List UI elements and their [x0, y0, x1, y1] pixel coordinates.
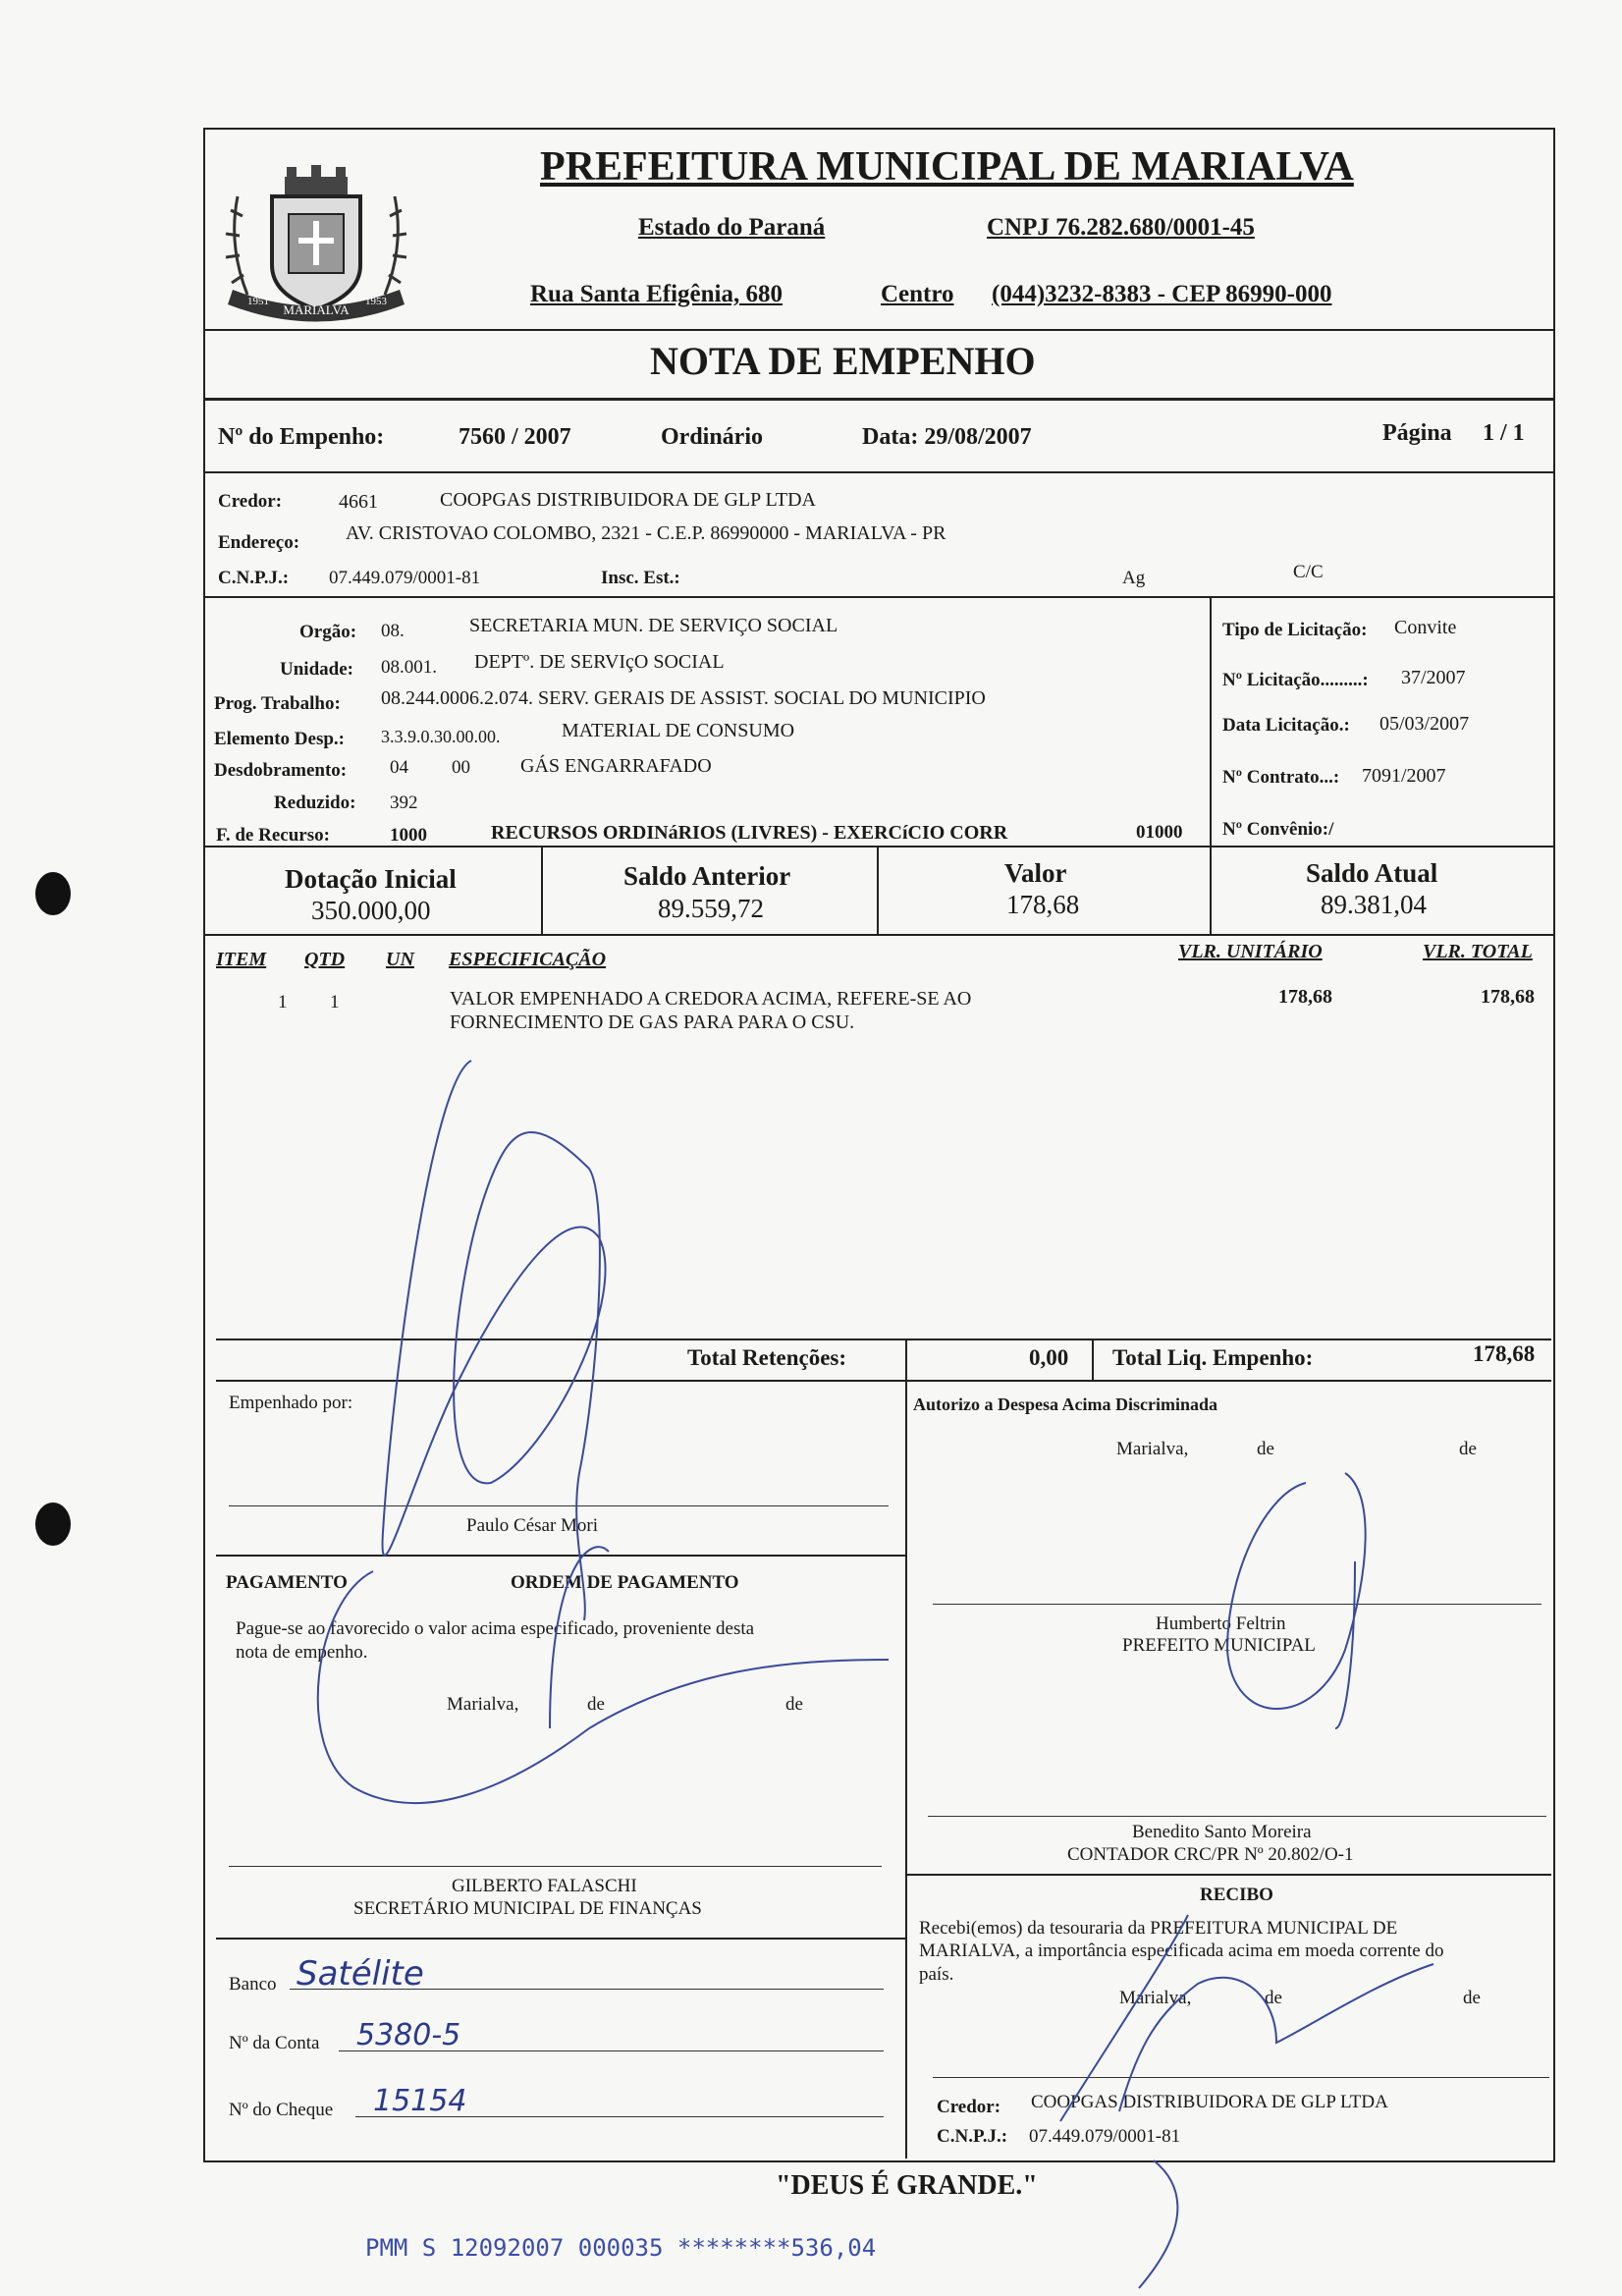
orgao-name: SECRETARIA MUN. DE SERVIÇO SOCIAL — [469, 615, 838, 636]
city-crest — [218, 157, 414, 334]
contador-title: CONTADOR CRC/PR Nº 20.802/O-1 — [1067, 1844, 1354, 1865]
aut-marialva: Marialva, — [1116, 1439, 1189, 1459]
pag-marialva: Marialva, — [447, 1694, 519, 1715]
unidade-code: 08.001. — [381, 657, 437, 678]
elemento-label: Elemento Desp.: — [214, 729, 345, 749]
desdob-b: 00 — [452, 757, 470, 778]
tipo-licitacao-label: Tipo de Licitação: — [1222, 620, 1368, 640]
pague-line-2: nota de empenho. — [236, 1642, 368, 1663]
rec-de-1: de — [1265, 1988, 1282, 2008]
retencoes-value: 0,00 — [1029, 1345, 1069, 1370]
empenho-type: Ordinário — [661, 424, 764, 450]
header-title: PREFEITURA MUNICIPAL DE MARIALVA — [540, 144, 1354, 190]
col-espec: ESPECIFICAÇÃO — [449, 949, 607, 970]
insc-label: Insc. Est.: — [601, 568, 680, 588]
prefeito-title: PREFEITO MUNICIPAL — [1122, 1635, 1316, 1656]
page-number: 1 / 1 — [1483, 420, 1525, 446]
elemento-code: 3.3.9.0.30.00.00. — [381, 727, 501, 746]
desdob-label: Desdobramento: — [214, 760, 348, 781]
col-total: VLR. TOTAL — [1423, 941, 1533, 962]
pague-line-1: Pague-se ao favorecido o valor acima especificado, proveniente desta — [236, 1618, 755, 1639]
row-desc-1: VALOR EMPENHADO A CREDORA ACIMA, REFERE-SE AO — [450, 988, 972, 1010]
aut-de-1: de — [1257, 1439, 1274, 1459]
unidade-label: Unidade: — [280, 659, 353, 680]
num-licitacao-label: Nº Licitação.........: — [1222, 670, 1369, 690]
dotacao-inicial-label: Dotação Inicial — [285, 864, 457, 894]
header-cnpj: CNPJ 76.282.680/0001-45 — [987, 214, 1255, 241]
recibo-line-2: MARIALVA, a importância especificada acima em moeda corrente do — [919, 1941, 1444, 1961]
banco-value: Satélite — [297, 1954, 424, 1994]
elemento-name: MATERIAL DE CONSUMO — [562, 720, 795, 741]
rec-credor-label: Credor: — [937, 2097, 1001, 2117]
contrato-label: Nº Contrato...: — [1222, 767, 1340, 788]
rec-de-2: de — [1463, 1988, 1481, 2008]
row-desc-2: FORNECIMENTO DE GAS PARA PARA O CSU. — [450, 1011, 855, 1033]
cheque-label: Nº do Cheque — [229, 2100, 334, 2120]
crest-banner: MARIALVA — [283, 302, 350, 317]
liq-empenho-value: 178,68 — [1473, 1341, 1536, 1366]
reduzido-label: Reduzido: — [274, 793, 356, 813]
credor-name: COOPGAS DISTRIBUIDORA DE GLP LTDA — [440, 489, 816, 511]
doc-title: NOTA DE EMPENHO — [650, 339, 1036, 383]
col-unit: VLR. UNITÁRIO — [1178, 941, 1323, 962]
col-un: UN — [386, 949, 414, 970]
liq-empenho-label: Total Liq. Empenho: — [1112, 1345, 1314, 1370]
unidade-name: DEPTº. DE SERVIçO SOCIAL — [474, 651, 725, 673]
saldo-anterior-label: Saldo Anterior — [623, 861, 791, 891]
binder-hole-bottom — [35, 1503, 71, 1546]
dotacao-inicial-value: 350.000,00 — [311, 896, 431, 925]
rec-cnpj-label: C.N.P.J.: — [937, 2126, 1008, 2147]
pagamento-label: PAGAMENTO — [226, 1572, 348, 1593]
recurso-name: RECURSOS ORDINáRIOS (LIVRES) - EXERCíCIO CORR — [491, 822, 1008, 844]
orgao-code: 08. — [381, 621, 405, 641]
empenho-label: Nº do Empenho: — [218, 424, 385, 450]
valor-value: 178,68 — [1006, 890, 1080, 919]
banco-label: Banco — [229, 1974, 277, 1995]
col-item: ITEM — [216, 949, 267, 970]
row-unit: 178,68 — [1278, 986, 1332, 1008]
header-state: Estado do Paraná — [638, 214, 826, 241]
pag-de-2: de — [785, 1694, 803, 1715]
convenio-label: Nº Convênio:/ — [1222, 819, 1334, 840]
row-total: 178,68 — [1481, 986, 1535, 1008]
endereco-value: AV. CRISTOVAO COLOMBO, 2321 - C.E.P. 86990000 - MARIALVA - PR — [346, 522, 946, 544]
conta-label: Nº da Conta — [229, 2033, 320, 2053]
empenho-number: 7560 / 2007 — [459, 424, 571, 450]
rec-marialva: Marialva, — [1119, 1988, 1192, 2008]
cnpj-value: 07.449.079/0001-81 — [329, 568, 481, 588]
data-licitacao-value: 05/03/2007 — [1379, 713, 1470, 735]
saldo-atual-value: 89.381,04 — [1321, 890, 1427, 919]
recurso-label: F. de Recurso: — [216, 825, 330, 846]
payment-stamp: PMM S 12092007 000035 ********536,04 — [365, 2234, 877, 2262]
header-phone-cep: (044)3232-8383 - CEP 86990-000 — [992, 281, 1332, 307]
endereco-label: Endereço: — [218, 532, 300, 553]
col-qtd: QTD — [304, 949, 346, 970]
recibo-line-1: Recebi(emos) da tesouraria da PREFEITURA MUNICIPAL DE — [919, 1918, 1398, 1939]
contrato-value: 7091/2007 — [1362, 765, 1446, 787]
orgao-label: Orgão: — [299, 622, 357, 642]
row-qtd: 1 — [330, 992, 340, 1012]
cheque-value: 15154 — [373, 2084, 467, 2118]
aut-de-2: de — [1459, 1439, 1477, 1459]
header-district: Centro — [881, 281, 954, 307]
binder-hole-top — [35, 872, 71, 915]
ag-label: Ag — [1122, 568, 1146, 588]
rec-cnpj-value: 07.449.079/0001-81 — [1029, 2126, 1181, 2147]
page-label: Página — [1382, 420, 1452, 446]
empenhado-por: Empenhado por: — [229, 1393, 353, 1413]
header-address: Rua Santa Efigênia, 680 — [530, 281, 783, 307]
reduzido-value: 392 — [390, 793, 418, 813]
row-item: 1 — [278, 992, 288, 1012]
benedito-name: Benedito Santo Moreira — [1132, 1822, 1312, 1842]
mori-name: Paulo César Mori — [466, 1515, 599, 1536]
desdob-a: 04 — [390, 757, 408, 778]
saldo-atual-label: Saldo Atual — [1306, 858, 1438, 888]
pag-de-1: de — [587, 1694, 605, 1715]
cnpj-label: C.N.P.J.: — [218, 568, 290, 588]
data-licitacao-label: Data Licitação.: — [1222, 715, 1350, 736]
retencoes-label: Total Retenções: — [687, 1345, 847, 1370]
recurso-num: 01000 — [1136, 822, 1183, 843]
valor-label: Valor — [1004, 858, 1067, 888]
prog-value: 08.244.0006.2.074. SERV. GERAIS DE ASSIST. SOCIAL DO MUNICIPIO — [381, 687, 986, 709]
desdob-name: GÁS ENGARRAFADO — [520, 755, 712, 777]
rec-credor-name: COOPGAS DISTRIBUIDORA DE GLP LTDA — [1031, 2092, 1388, 2112]
humberto-name: Humberto Feltrin — [1156, 1613, 1286, 1634]
recibo-label: RECIBO — [1200, 1885, 1273, 1905]
cc-label: C/C — [1293, 562, 1324, 582]
conta-value: 5380-5 — [356, 2018, 461, 2052]
gilberto-name: GILBERTO FALASCHI — [452, 1876, 637, 1896]
empenho-date: Data: 29/08/2007 — [862, 424, 1032, 450]
recurso-code: 1000 — [390, 825, 427, 846]
svg-text:1953: 1953 — [365, 296, 387, 307]
prog-label: Prog. Trabalho: — [214, 693, 341, 714]
recibo-line-3: país. — [919, 1964, 954, 1985]
credor-code: 4661 — [339, 491, 378, 513]
saldo-anterior-value: 89.559,72 — [658, 894, 764, 923]
credor-label: Credor: — [218, 491, 283, 512]
secretario-title: SECRETÁRIO MUNICIPAL DE FINANÇAS — [353, 1898, 702, 1919]
tipo-licitacao-value: Convite — [1394, 617, 1457, 638]
motto: "DEUS É GRANDE." — [776, 2170, 1038, 2201]
svg-text:1951: 1951 — [247, 296, 269, 307]
ordem-pagamento-label: ORDEM DE PAGAMENTO — [511, 1572, 739, 1593]
num-licitacao-value: 37/2007 — [1401, 667, 1466, 688]
autorizo-label: Autorizo a Despesa Acima Discriminada — [913, 1394, 1217, 1414]
